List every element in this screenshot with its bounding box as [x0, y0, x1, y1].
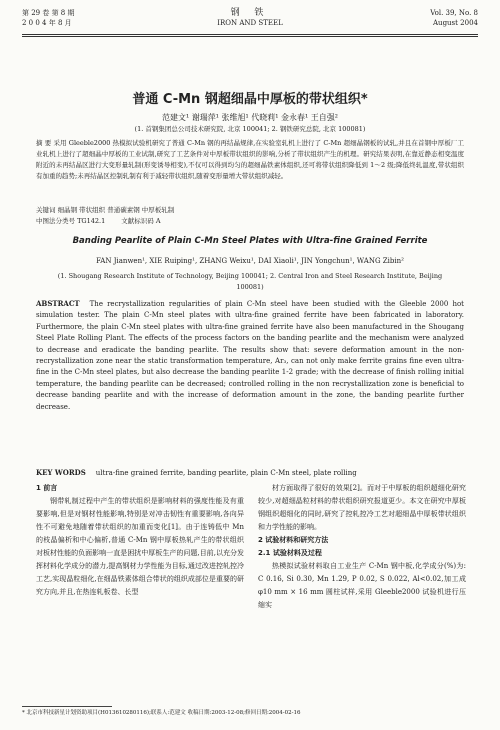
keywords-en-text: ultra-fine grained ferrite, banding pearlite, plain C-Mn steel, plate rolling: [95, 469, 357, 477]
clc-number: 中图法分类号 TG142.1: [36, 217, 106, 225]
journal-issue: 第 29 卷 第 8 期 2 0 0 4 年 8 月: [22, 9, 75, 27]
body-column-right: [258, 482, 466, 612]
keywords-cn: 关键词 细晶钢 带状组织 普通碳素钢 中厚板轧制: [36, 206, 175, 214]
paper-title: 普通 C-Mn 钢超细晶中厚板的带状组织*: [132, 92, 368, 107]
section-heading: 1 前言: [36, 484, 58, 492]
header-rule-thin: [22, 36, 478, 37]
journal-volume: Vol. 39, No. 8 August 2004: [430, 9, 478, 27]
classification: [36, 216, 464, 227]
running-header: [22, 8, 478, 32]
abstract-label: ABSTRACT: [36, 299, 80, 308]
doc-code: 文献标识码 A: [121, 217, 161, 225]
author-list-en: FAN Jianwen¹, XIE Ruiping¹, ZHANG Weixu¹, DAI Xiaoli¹, JIN Yongchun¹, WANG Zibin²: [96, 257, 404, 265]
body-paragraph: 钢带轧制过程中产生的带状组织是影响材料的强度性能及有重要影响,但是对钢材性能影响,特别是对冲击韧性有重要影响,各向异性不可避免地随着带状组织的加重而变化[1]。由于连铸低中 Mn 的枝晶偏析和中心偏析,普通 C-Mn 钢中厚板热轧产生的带状组织对板材性能的负面影响一直是困扰中厚板生产的问题,目前,以充分发挥材料化学成分的潜力,提高钢材力学性能为目标,通过改进控轧控冷工艺,实现晶粒细化,在细晶铁素体组合带状的组织成部位是重要的研究方向,并且,在热连轧板卷、长型: [36, 497, 244, 596]
body-paragraph: 材方面取得了很好的效果[2]。而对于中厚板的组织超细化研究较少,对超细晶粒材料的带状组织研究报道更少。本文在研究中厚板钢组织超细化的同时,研究了控轧控冷工艺对超细晶中厚板带状组织和力学性能的影响。: [258, 484, 466, 531]
abstract-cn: 摘 要 采用 Gleeble2000 热模拟试验机研究了普通 C-Mn 钢的再结晶规律,在实验室轧机上进行了 C-Mn 超细晶钢板的试轧,并且在首钢中厚板厂工业轧机上进行了超细晶中厚板的工业试制,研究了工艺条件对中厚板带状组织的影响,分析了带状组织产生的机理。研究结果表明,在靠近静态相变温度附近的未再结晶区进行大变形量轧制(形变诱导相变),不仅可以得到均匀的超细晶铁素体组织,还可将带状组织降低到 1～2 级;降低终轧温度,带状组织有加重的趋势;未再结晶区控制轧制有利于减轻带状组织,随着变形量增大带状组织减轻。: [36, 139, 464, 180]
abstract-en-text: The recrystallization regularities of plain C-Mn steel have been studied with the Gleeble 2000 hot simulation tester. The plain C-Mn steel plates with ultra-fine grained ferrite have been fabricated in laboratory. Furthermore, the plain C-Mn steel plates with ultra-fine grained ferrite have also been manufactured in the Shougang Steel Plate Rolling Plant. The effects of the process factors on the banding pearlite and the mechanism were analyzed to decrease and eradicate the banding pearlite. The results show that: severe deformation amount in the non-recrystallization zone near the static transformation temperature, Ar₃, can not only make ferrite grains fine even ultra-fine in the C-Mn steel plates, but also decrease the banding pearlite 1-2 grade; with the decrease of finish rolling initial temperature, the banding pearlite can be decreased; controlled rolling in the non recrystallization zone is beneficial to decrease banding pearlite and with the increase of deformation amount in the zone, the banding pearlite further decrease.: [36, 300, 464, 411]
affiliation-en: (1. Shougang Research Institute of Technology, Beijing 100041; 2. Central Iron and Steel Research Institute, Beijing 100081): [57, 272, 443, 291]
journal-name: 钢 铁 IRON AND STEEL: [217, 8, 283, 27]
footnote: * 北京市科技新星计划资助项目(H013610280116);联系人:范建文 收稿日期:2003-12-08;修回日期:2004-02-16: [22, 710, 301, 716]
header-rule: [22, 34, 478, 35]
keywords-label: KEY WORDS: [36, 468, 86, 477]
paper-title-en: Banding Pearlite of Plain C-Mn Steel Plates with Ultra-fine Grained Ferrite: [72, 236, 428, 246]
body-paragraph: 热模拟试验材料取自工业生产 C-Mn 钢中板,化学成分(%)为: C 0.16, Si 0.30, Mn 1.29, P 0.02, S 0.022, Al<0.02,加工成 φ10 mm × 16 mm 圆柱试样,采用 Gleeble2000 试验机进行压缩实: [258, 562, 466, 609]
section-heading: 2 试验材料和研究方法: [258, 536, 329, 544]
author-list: 范建文¹ 谢瑞萍¹ 张维旭¹ 代晓莉¹ 金永春¹ 王自强²: [162, 113, 338, 122]
keywords-en: [36, 467, 464, 479]
footnote-rule: [22, 706, 112, 707]
body-column-left: [36, 482, 244, 599]
subsection-heading: 2.1 试验材料及过程: [258, 549, 322, 557]
abstract-en: [36, 298, 464, 413]
affiliation: (1. 首钢集团总公司技术研究院, 北京 100041; 2. 钢铁研究总院, 北京 100081): [134, 125, 366, 133]
